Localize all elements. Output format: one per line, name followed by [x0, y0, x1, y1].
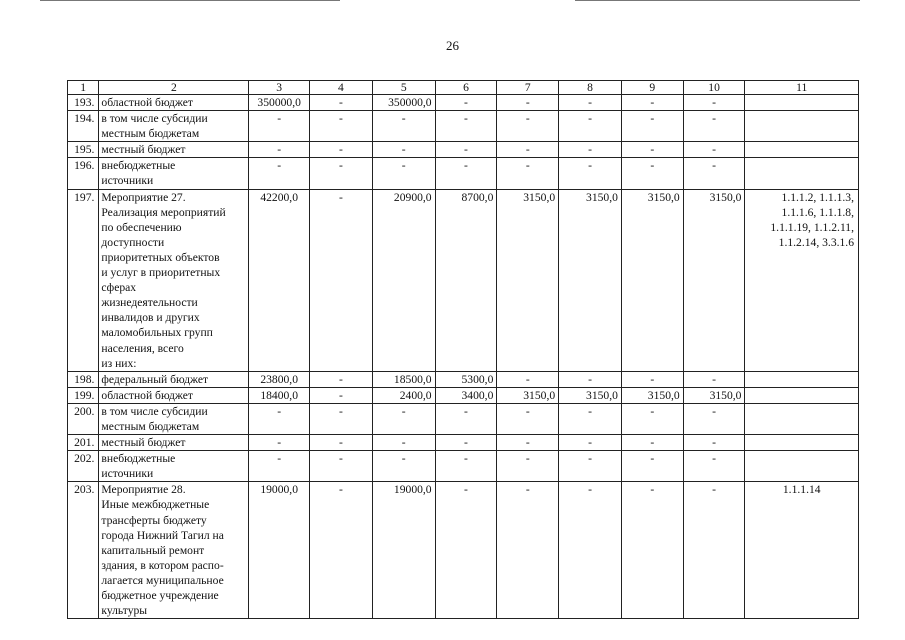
row-number: 202.: [68, 451, 99, 482]
row-name: [99, 95, 249, 111]
target-indicators: [745, 95, 859, 111]
cell-col-3: -: [249, 158, 310, 189]
row-name: [99, 482, 249, 619]
row-number: 198.: [68, 371, 99, 387]
cell-col-9: 3150,0: [621, 189, 683, 371]
row-name-line: Реализация мероприятий: [101, 205, 226, 219]
cell-col-3: 42200,0: [249, 189, 310, 371]
table-row: [68, 387, 859, 403]
row-number: 197.: [68, 189, 99, 371]
cell-col-10: -: [683, 451, 745, 482]
cell-col-6: -: [435, 158, 497, 189]
budget-table: [67, 80, 859, 619]
cell-col-8: 3150,0: [559, 387, 622, 403]
cell-col-3: -: [249, 142, 310, 158]
column-header: 8: [559, 81, 622, 95]
row-number: 193.: [68, 95, 99, 111]
target-indicators: [745, 435, 859, 451]
cell-col-10: -: [683, 403, 745, 434]
cell-col-6: 5300,0: [435, 371, 497, 387]
row-number: 199.: [68, 387, 99, 403]
cell-col-8: -: [559, 95, 622, 111]
cell-col-10: -: [683, 95, 745, 111]
table-row: [68, 142, 859, 158]
row-name: [99, 371, 249, 387]
cell-col-7: -: [497, 371, 559, 387]
row-name-line: федеральный бюджет: [101, 372, 209, 386]
row-name: [99, 189, 249, 371]
cell-col-8: -: [559, 403, 622, 434]
target-indicators: [745, 451, 859, 482]
cell-col-10: -: [683, 371, 745, 387]
cell-col-10: 3150,0: [683, 387, 745, 403]
row-number: 203.: [68, 482, 99, 619]
row-name: [99, 435, 249, 451]
row-number: 194.: [68, 111, 99, 142]
cell-col-5: 350000,0: [372, 95, 435, 111]
row-name-line: города Нижний Тагил на: [101, 528, 224, 542]
row-name-line: бюджетное учреждение: [101, 589, 219, 602]
cell-col-3: 18400,0: [249, 387, 310, 403]
cell-col-7: -: [497, 435, 559, 451]
target-indicators: [745, 403, 859, 434]
row-name-line: внебюджетные: [101, 159, 176, 173]
cell-col-9: 3150,0: [621, 387, 683, 403]
table-row: [68, 95, 859, 111]
cell-col-10: -: [683, 435, 745, 451]
row-name-line: и услуг в приоритетных: [101, 266, 221, 280]
cell-col-7: 3150,0: [497, 387, 559, 403]
cell-col-9: -: [621, 371, 683, 387]
table-row: [68, 403, 859, 434]
cell-col-6: -: [435, 435, 497, 451]
cell-col-10: -: [683, 142, 745, 158]
row-number: 201.: [68, 435, 99, 451]
cell-col-5: 2400,0: [372, 387, 435, 403]
cell-col-8: -: [559, 142, 622, 158]
row-number: 196.: [68, 158, 99, 189]
cell-col-5: -: [372, 435, 435, 451]
target-indicator-line: 1.1.2.14, 3.3.1.6: [778, 235, 854, 249]
cell-col-3: 19000,0: [249, 482, 310, 619]
column-header: 4: [310, 81, 373, 95]
row-name-line: областной бюджет: [101, 96, 193, 109]
row-name-line: сферах: [101, 281, 137, 295]
row-name-line: здания, в котором распо-: [101, 558, 224, 572]
cell-col-9: -: [621, 95, 683, 111]
target-indicators: [745, 189, 859, 371]
column-header: 9: [621, 81, 683, 95]
row-name-line: капитальный ремонт: [101, 543, 205, 557]
cell-col-3: 23800,0: [249, 371, 310, 387]
cell-col-4: -: [310, 158, 373, 189]
cell-col-9: -: [621, 142, 683, 158]
cell-col-3: -: [249, 403, 310, 434]
table-row: [68, 482, 859, 619]
target-indicator-line: 1.1.1.14: [782, 483, 821, 497]
cell-col-4: -: [310, 482, 373, 619]
row-name-line: инвалидов и других: [101, 311, 200, 325]
row-name-line: местный бюджет: [101, 143, 186, 157]
cell-col-4: -: [310, 387, 373, 403]
cell-col-9: -: [621, 403, 683, 434]
cell-col-7: -: [497, 451, 559, 482]
row-number: 195.: [68, 142, 99, 158]
cell-col-8: -: [559, 371, 622, 387]
cell-col-9: -: [621, 111, 683, 142]
cell-col-7: -: [497, 482, 559, 619]
table-row: [68, 371, 859, 387]
cell-col-5: 18500,0: [372, 371, 435, 387]
scan-edge-line-left: [40, 0, 340, 1]
row-name-line: Мероприятие 27.: [101, 190, 186, 204]
column-header: 1: [68, 81, 99, 95]
cell-col-4: -: [310, 95, 373, 111]
target-indicator-line: 1.1.1.6, 1.1.1.8,: [781, 205, 854, 219]
row-name-line: по обеспечению: [101, 220, 182, 234]
cell-col-9: -: [621, 158, 683, 189]
cell-col-8: -: [559, 451, 622, 482]
table-row: [68, 451, 859, 482]
cell-col-8: -: [559, 111, 622, 142]
cell-col-9: -: [621, 435, 683, 451]
target-indicator-line: 1.1.1.19, 1.1.2.11,: [770, 220, 854, 234]
cell-col-10: -: [683, 158, 745, 189]
cell-col-10: -: [683, 111, 745, 142]
cell-col-6: -: [435, 482, 497, 619]
cell-col-6: -: [435, 95, 497, 111]
column-header: 10: [683, 81, 745, 95]
row-name-line: местным бюджетам: [101, 419, 200, 433]
column-header: 11: [745, 81, 859, 95]
header-row: [68, 81, 859, 95]
row-name-line: приоритетных объектов: [101, 250, 220, 264]
cell-col-5: 19000,0: [372, 482, 435, 619]
row-name-line: источники: [101, 174, 154, 188]
cell-col-5: -: [372, 142, 435, 158]
row-name-line: маломобильных групп: [101, 326, 213, 340]
table-row: [68, 111, 859, 142]
target-indicator-line: 1.1.1.2, 1.1.1.3,: [781, 190, 854, 204]
cell-col-3: -: [249, 111, 310, 142]
row-name-line: жизнедеятельности: [101, 296, 198, 310]
cell-col-3: -: [249, 435, 310, 451]
table-row: [68, 435, 859, 451]
target-indicators: [745, 111, 859, 142]
cell-col-5: -: [372, 451, 435, 482]
row-name-line: из них:: [101, 356, 137, 370]
row-name: [99, 451, 249, 482]
target-indicators: [745, 158, 859, 189]
cell-col-4: -: [310, 403, 373, 434]
row-name-line: населения, всего: [101, 341, 184, 355]
page-number: 26: [446, 38, 459, 53]
cell-col-4: -: [310, 371, 373, 387]
cell-col-7: -: [497, 403, 559, 434]
row-number: 200.: [68, 403, 99, 434]
row-name-line: лагается муниципальное: [101, 573, 224, 587]
cell-col-8: -: [559, 482, 622, 619]
column-header: 5: [372, 81, 435, 95]
row-name-line: источники: [101, 467, 154, 481]
cell-col-6: -: [435, 403, 497, 434]
row-name-line: внебюджетные: [101, 452, 176, 466]
cell-col-3: -: [249, 451, 310, 482]
column-header: 6: [435, 81, 497, 95]
cell-col-6: 8700,0: [435, 189, 497, 371]
row-name-line: доступности: [101, 235, 165, 249]
cell-col-4: -: [310, 189, 373, 371]
table-row: [68, 189, 859, 371]
cell-col-8: -: [559, 435, 622, 451]
cell-col-9: -: [621, 451, 683, 482]
row-name-line: в том числе субсидии: [101, 112, 208, 126]
cell-col-6: -: [435, 111, 497, 142]
cell-col-7: 3150,0: [497, 189, 559, 371]
row-name-line: Иные межбюджетные: [101, 498, 210, 512]
row-name: [99, 158, 249, 189]
cell-col-3: 350000,0: [249, 95, 310, 111]
row-name-line: местным бюджетам: [101, 127, 200, 141]
cell-col-4: -: [310, 111, 373, 142]
cell-col-5: -: [372, 111, 435, 142]
row-name-line: в том числе субсидии: [101, 404, 208, 418]
row-name-line: Мероприятие 28.: [101, 483, 186, 497]
cell-col-7: -: [497, 142, 559, 158]
cell-col-10: 3150,0: [683, 189, 745, 371]
cell-col-5: -: [372, 158, 435, 189]
row-name-line: культуры: [101, 604, 148, 618]
row-name-line: местный бюджет: [101, 436, 186, 450]
row-name: [99, 403, 249, 434]
cell-col-9: -: [621, 482, 683, 619]
cell-col-4: -: [310, 435, 373, 451]
cell-col-5: -: [372, 403, 435, 434]
target-indicators: [745, 387, 859, 403]
cell-col-7: -: [497, 158, 559, 189]
target-indicators: [745, 142, 859, 158]
row-name-line: трансферты бюджету: [101, 513, 207, 527]
cell-col-6: 3400,0: [435, 387, 497, 403]
column-header: 7: [497, 81, 559, 95]
row-name: [99, 387, 249, 403]
cell-col-6: -: [435, 142, 497, 158]
cell-col-7: -: [497, 95, 559, 111]
cell-col-8: 3150,0: [559, 189, 622, 371]
target-indicators: [745, 482, 859, 619]
scan-edge-line-right: [575, 0, 860, 1]
column-header: 2: [99, 81, 249, 95]
cell-col-5: 20900,0: [372, 189, 435, 371]
cell-col-10: -: [683, 482, 745, 619]
column-header: 3: [249, 81, 310, 95]
cell-col-8: -: [559, 158, 622, 189]
cell-col-7: -: [497, 111, 559, 142]
cell-col-4: -: [310, 142, 373, 158]
cell-col-6: -: [435, 451, 497, 482]
cell-col-4: -: [310, 451, 373, 482]
target-indicators: [745, 371, 859, 387]
table-row: [68, 158, 859, 189]
row-name: [99, 111, 249, 142]
row-name: [99, 142, 249, 158]
row-name-line: областной бюджет: [101, 388, 193, 402]
